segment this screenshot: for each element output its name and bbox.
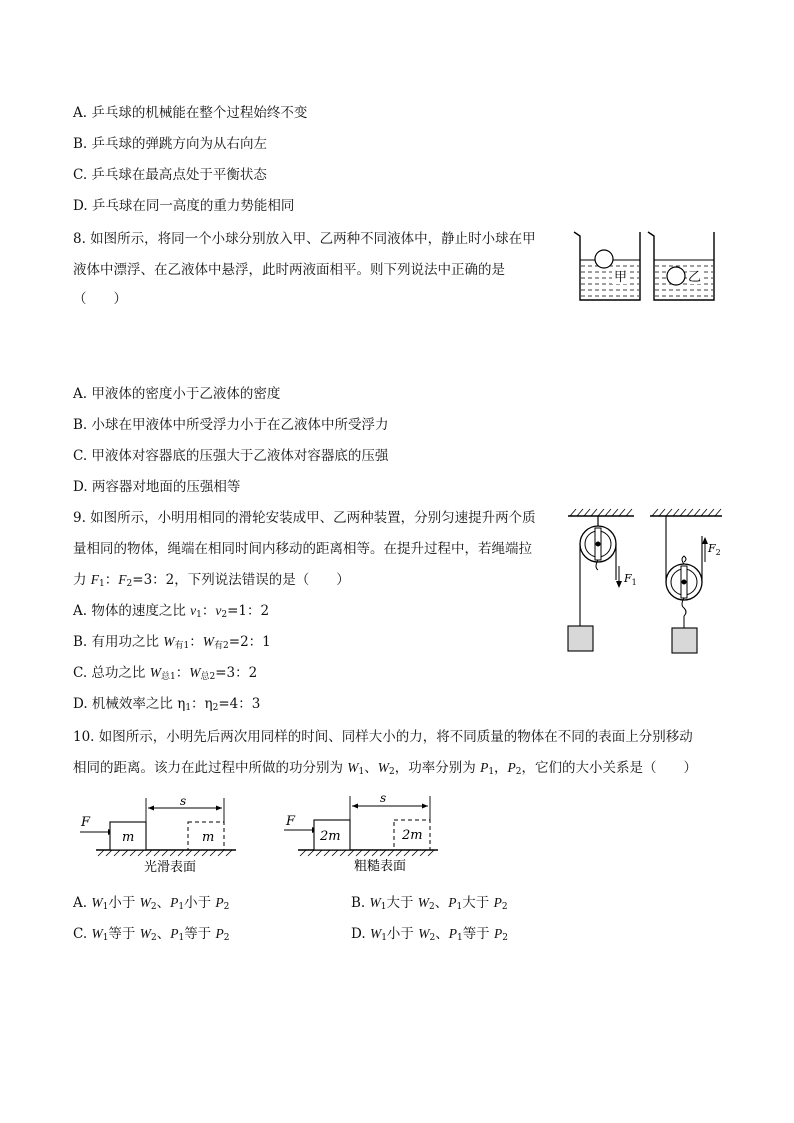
suspended-ball bbox=[667, 267, 685, 285]
block-right bbox=[672, 628, 697, 653]
q9-option-d: D. 机械效率之比 $\eta_1$：$\eta_2=4$：3 bbox=[73, 696, 261, 713]
label-jia: 甲 bbox=[614, 270, 628, 285]
q7-option-d: D. 乒乓球在同一高度的重力势能相同 bbox=[73, 198, 295, 214]
q9-pulley-figure bbox=[560, 504, 726, 660]
mass-label-2m-end: 2m bbox=[402, 828, 423, 843]
q8-stem-line2: 液体中漂浮、在乙液体中悬浮，此时两液面相平。则下列说法中正确的是 bbox=[73, 262, 505, 278]
caption-rough: 粗糙表面 bbox=[354, 859, 407, 874]
q10-surfaces-figure bbox=[76, 790, 446, 876]
q9-option-b: B. 有用功之比 $W_{有1}$：$W_{有2}=2$：1 bbox=[73, 634, 271, 651]
mass-label-start: m bbox=[122, 830, 135, 845]
label-f2: $F_2$ bbox=[708, 542, 721, 557]
q8-answer-bracket: （ ） bbox=[73, 291, 127, 307]
smooth-surface-diagram bbox=[80, 794, 236, 875]
mass-label-end: m bbox=[202, 830, 215, 845]
movable-pulley bbox=[666, 516, 708, 628]
q9-option-a: A. 物体的速度之比 $v_1$：$v_2=1$：2 bbox=[73, 603, 270, 620]
q9-stem-line3: 力 $F_1$：$F_2=3$：2，下列说法错误的是（ ） bbox=[73, 572, 350, 589]
label-f1: $F_1$ bbox=[624, 572, 637, 587]
q9-stem-line2: 量相同的物体，绳端在相同时间内移动的距离相等。在提升过程中，若绳端拉 bbox=[73, 541, 532, 557]
q9-stem-line1: 9. 如图所示，小明用相同的滑轮安装成甲、乙两种装置，分别匀速提升两个质 bbox=[73, 510, 536, 526]
q8-option-d: D. 两容器对地面的压强相等 bbox=[73, 479, 241, 495]
ceiling-left bbox=[568, 509, 634, 516]
force-label-left: F bbox=[81, 815, 91, 830]
q10-option-c: C. $W_1$等于 $W_2$、$P_1$等于 $P_2$ bbox=[73, 926, 230, 943]
label-yi: 乙 bbox=[688, 270, 702, 285]
q8-option-c: C. 甲液体对容器底的压强大于乙液体对容器底的压强 bbox=[73, 448, 389, 464]
q8-option-a: A. 甲液体的密度小于乙液体的密度 bbox=[73, 386, 281, 402]
fixed-pulley bbox=[580, 516, 622, 626]
distance-label-right: s bbox=[380, 791, 387, 805]
force-label-right: F bbox=[286, 814, 296, 829]
mass-label-2m-start: 2m bbox=[320, 829, 341, 844]
q7-option-c: C. 乒乓球在最高点处于平衡状态 bbox=[73, 167, 267, 183]
ceiling-right bbox=[650, 509, 722, 516]
q9-option-c: C. 总功之比 $W_{总1}$：$W_{总2}=3$：2 bbox=[73, 665, 258, 682]
floating-ball bbox=[595, 250, 613, 268]
q8-beakers-figure bbox=[568, 226, 724, 306]
q8-option-b: B. 小球在甲液体中所受浮力小于在乙液体中所受浮力 bbox=[73, 417, 389, 433]
rough-surface-diagram bbox=[284, 791, 438, 874]
q10-option-d: D. $W_1$小于 $W_2$、$P_1$等于 $P_2$ bbox=[351, 926, 508, 943]
caption-smooth: 光滑表面 bbox=[144, 860, 197, 875]
q10-stem-line2: 相同的距离。该力在此过程中所做的功分别为 $W_1$、$W_2$，功率分别为 $P_1$，$P_2$，它们的大小关系是（ ） bbox=[73, 760, 698, 777]
q7-option-b: B. 乒乓球的弹跳方向为从右向左 bbox=[73, 136, 268, 152]
q8-stem-line1: 8. 如图所示，将同一个小球分别放入甲、乙两种不同液体中，静止时小球在甲 bbox=[73, 231, 536, 247]
q10-option-b: B. $W_1$大于 $W_2$、$P_1$大于 $P_2$ bbox=[351, 895, 508, 912]
q10-stem-line1: 10. 如图所示，小明先后两次用同样的时间、同样大小的力，将不同质量的物体在不同的表面上分别移动 bbox=[73, 729, 693, 745]
q7-option-a: A. 乒乓球的机械能在整个过程始终不变 bbox=[73, 105, 308, 121]
beaker-yi bbox=[648, 232, 714, 300]
block-left bbox=[568, 626, 593, 651]
distance-label-left: s bbox=[180, 794, 187, 808]
beaker-jia bbox=[574, 232, 640, 300]
q10-option-a: A. $W_1$小于 $W_2$、$P_1$小于 $P_2$ bbox=[73, 895, 230, 912]
